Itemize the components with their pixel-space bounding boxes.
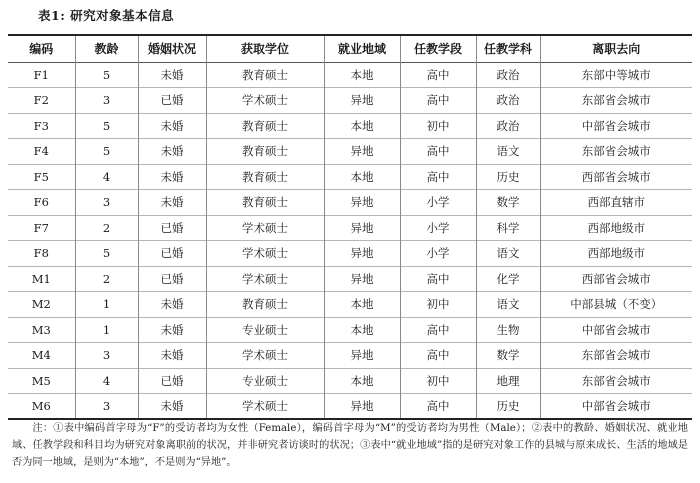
cell-teaching-years: 5 [75, 62, 138, 88]
cell-employment-region: 本地 [324, 317, 400, 343]
cell-school-level: 高中 [400, 164, 476, 190]
cell-teaching-years: 3 [75, 88, 138, 114]
cell-degree: 学术硕士 [206, 343, 324, 369]
cell-subject: 语文 [476, 241, 540, 267]
cell-code: M3 [8, 317, 75, 343]
cell-subject: 政治 [476, 62, 540, 88]
table-footnote: 注：①表中编码首字母为“F”的受访者均为女性（Female），编码首字母为“M”的受访者均为男性（Male）；②表中的教龄、婚姻状况、就业地域、任教学段和科目均为研究对象离职前的状况，并非研究者访谈时的状况；③表中“就业地域”指的是研究对象工作的县城与原来成长、生活的地域是否为同一地域，是则为“本地”，不是则为“异地”。 [12, 423, 688, 468]
cell-subject: 政治 [476, 113, 540, 139]
cell-subject: 化学 [476, 266, 540, 292]
cell-degree: 教育硕士 [206, 139, 324, 165]
research-subjects-table [8, 34, 692, 420]
column-header-destination: 离职去向 [540, 35, 692, 62]
cell-degree: 教育硕士 [206, 62, 324, 88]
cell-code: F5 [8, 164, 75, 190]
cell-degree: 教育硕士 [206, 292, 324, 318]
cell-destination: 东部中等城市 [540, 62, 692, 88]
table-row [8, 266, 692, 292]
column-header-marital-status: 婚姻状况 [138, 35, 206, 62]
cell-marital-status: 已婚 [138, 241, 206, 267]
cell-destination: 西部地级市 [540, 241, 692, 267]
cell-degree: 学术硕士 [206, 215, 324, 241]
cell-subject: 数学 [476, 190, 540, 216]
cell-school-level: 小学 [400, 241, 476, 267]
table-row [8, 343, 692, 369]
cell-teaching-years: 4 [75, 368, 138, 394]
cell-destination: 东部省会城市 [540, 88, 692, 114]
cell-employment-region: 异地 [324, 266, 400, 292]
table-caption: 表1: 研究对象基本信息 [38, 8, 175, 23]
cell-code: F8 [8, 241, 75, 267]
cell-marital-status: 未婚 [138, 62, 206, 88]
table-row [8, 215, 692, 241]
cell-school-level: 高中 [400, 343, 476, 369]
table-row [8, 113, 692, 139]
cell-destination: 中部省会城市 [540, 113, 692, 139]
cell-teaching-years: 3 [75, 190, 138, 216]
cell-teaching-years: 1 [75, 317, 138, 343]
column-header-subject: 任教学科 [476, 35, 540, 62]
cell-school-level: 高中 [400, 88, 476, 114]
cell-code: M2 [8, 292, 75, 318]
cell-degree: 教育硕士 [206, 190, 324, 216]
column-header-teaching-years: 教龄 [75, 35, 138, 62]
cell-destination: 西部省会城市 [540, 266, 692, 292]
column-header-degree: 获取学位 [206, 35, 324, 62]
cell-destination: 西部省会城市 [540, 164, 692, 190]
cell-degree: 学术硕士 [206, 241, 324, 267]
cell-marital-status: 未婚 [138, 317, 206, 343]
cell-employment-region: 异地 [324, 394, 400, 420]
cell-code: M6 [8, 394, 75, 420]
table-row [8, 368, 692, 394]
table-body [8, 62, 692, 419]
cell-marital-status: 未婚 [138, 394, 206, 420]
cell-subject: 数学 [476, 343, 540, 369]
table-row [8, 241, 692, 267]
cell-code: F3 [8, 113, 75, 139]
cell-employment-region: 本地 [324, 164, 400, 190]
cell-school-level: 初中 [400, 113, 476, 139]
table-row [8, 394, 692, 420]
cell-school-level: 初中 [400, 368, 476, 394]
cell-school-level: 高中 [400, 317, 476, 343]
cell-marital-status: 未婚 [138, 164, 206, 190]
table-row [8, 62, 692, 88]
cell-teaching-years: 3 [75, 343, 138, 369]
cell-employment-region: 本地 [324, 62, 400, 88]
cell-school-level: 小学 [400, 215, 476, 241]
cell-teaching-years: 2 [75, 215, 138, 241]
cell-code: M4 [8, 343, 75, 369]
cell-marital-status: 已婚 [138, 88, 206, 114]
cell-subject: 语文 [476, 292, 540, 318]
cell-employment-region: 异地 [324, 139, 400, 165]
cell-subject: 语文 [476, 139, 540, 165]
column-header-employment-region: 就业地域 [324, 35, 400, 62]
cell-destination: 中部省会城市 [540, 394, 692, 420]
cell-marital-status: 未婚 [138, 292, 206, 318]
cell-code: M5 [8, 368, 75, 394]
table-row [8, 88, 692, 114]
cell-employment-region: 异地 [324, 215, 400, 241]
cell-employment-region: 本地 [324, 292, 400, 318]
cell-destination: 西部地级市 [540, 215, 692, 241]
cell-subject: 地理 [476, 368, 540, 394]
cell-destination: 东部省会城市 [540, 139, 692, 165]
cell-degree: 学术硕士 [206, 88, 324, 114]
cell-destination: 东部省会城市 [540, 368, 692, 394]
table-row [8, 317, 692, 343]
table-row [8, 292, 692, 318]
cell-destination: 东部省会城市 [540, 343, 692, 369]
cell-code: F4 [8, 139, 75, 165]
cell-teaching-years: 5 [75, 139, 138, 165]
cell-marital-status: 未婚 [138, 190, 206, 216]
cell-marital-status: 已婚 [138, 266, 206, 292]
cell-employment-region: 本地 [324, 113, 400, 139]
cell-degree: 教育硕士 [206, 113, 324, 139]
cell-school-level: 高中 [400, 394, 476, 420]
cell-code: F1 [8, 62, 75, 88]
cell-teaching-years: 4 [75, 164, 138, 190]
cell-code: F2 [8, 88, 75, 114]
cell-degree: 专业硕士 [206, 368, 324, 394]
cell-teaching-years: 5 [75, 241, 138, 267]
cell-marital-status: 未婚 [138, 113, 206, 139]
cell-code: F7 [8, 215, 75, 241]
cell-school-level: 高中 [400, 139, 476, 165]
cell-subject: 政治 [476, 88, 540, 114]
cell-subject: 生物 [476, 317, 540, 343]
cell-code: M1 [8, 266, 75, 292]
cell-marital-status: 已婚 [138, 215, 206, 241]
table-row [8, 190, 692, 216]
cell-code: F6 [8, 190, 75, 216]
cell-destination: 中部县城（不变） [540, 292, 692, 318]
cell-marital-status: 未婚 [138, 139, 206, 165]
cell-school-level: 高中 [400, 62, 476, 88]
cell-degree: 学术硕士 [206, 394, 324, 420]
cell-subject: 历史 [476, 394, 540, 420]
table-row [8, 139, 692, 165]
cell-subject: 科学 [476, 215, 540, 241]
cell-employment-region: 异地 [324, 343, 400, 369]
cell-subject: 历史 [476, 164, 540, 190]
table-row [8, 164, 692, 190]
cell-teaching-years: 2 [75, 266, 138, 292]
cell-marital-status: 未婚 [138, 343, 206, 369]
cell-employment-region: 异地 [324, 190, 400, 216]
cell-employment-region: 异地 [324, 88, 400, 114]
cell-marital-status: 已婚 [138, 368, 206, 394]
cell-employment-region: 本地 [324, 368, 400, 394]
cell-degree: 学术硕士 [206, 266, 324, 292]
cell-destination: 西部直辖市 [540, 190, 692, 216]
cell-school-level: 小学 [400, 190, 476, 216]
cell-employment-region: 异地 [324, 241, 400, 267]
cell-destination: 中部省会城市 [540, 317, 692, 343]
cell-teaching-years: 3 [75, 394, 138, 420]
cell-degree: 教育硕士 [206, 164, 324, 190]
cell-degree: 专业硕士 [206, 317, 324, 343]
cell-teaching-years: 1 [75, 292, 138, 318]
column-header-school-level: 任教学段 [400, 35, 476, 62]
cell-teaching-years: 5 [75, 113, 138, 139]
table-header-row [8, 35, 692, 62]
cell-school-level: 高中 [400, 266, 476, 292]
cell-school-level: 初中 [400, 292, 476, 318]
column-header-code: 编码 [8, 35, 75, 62]
